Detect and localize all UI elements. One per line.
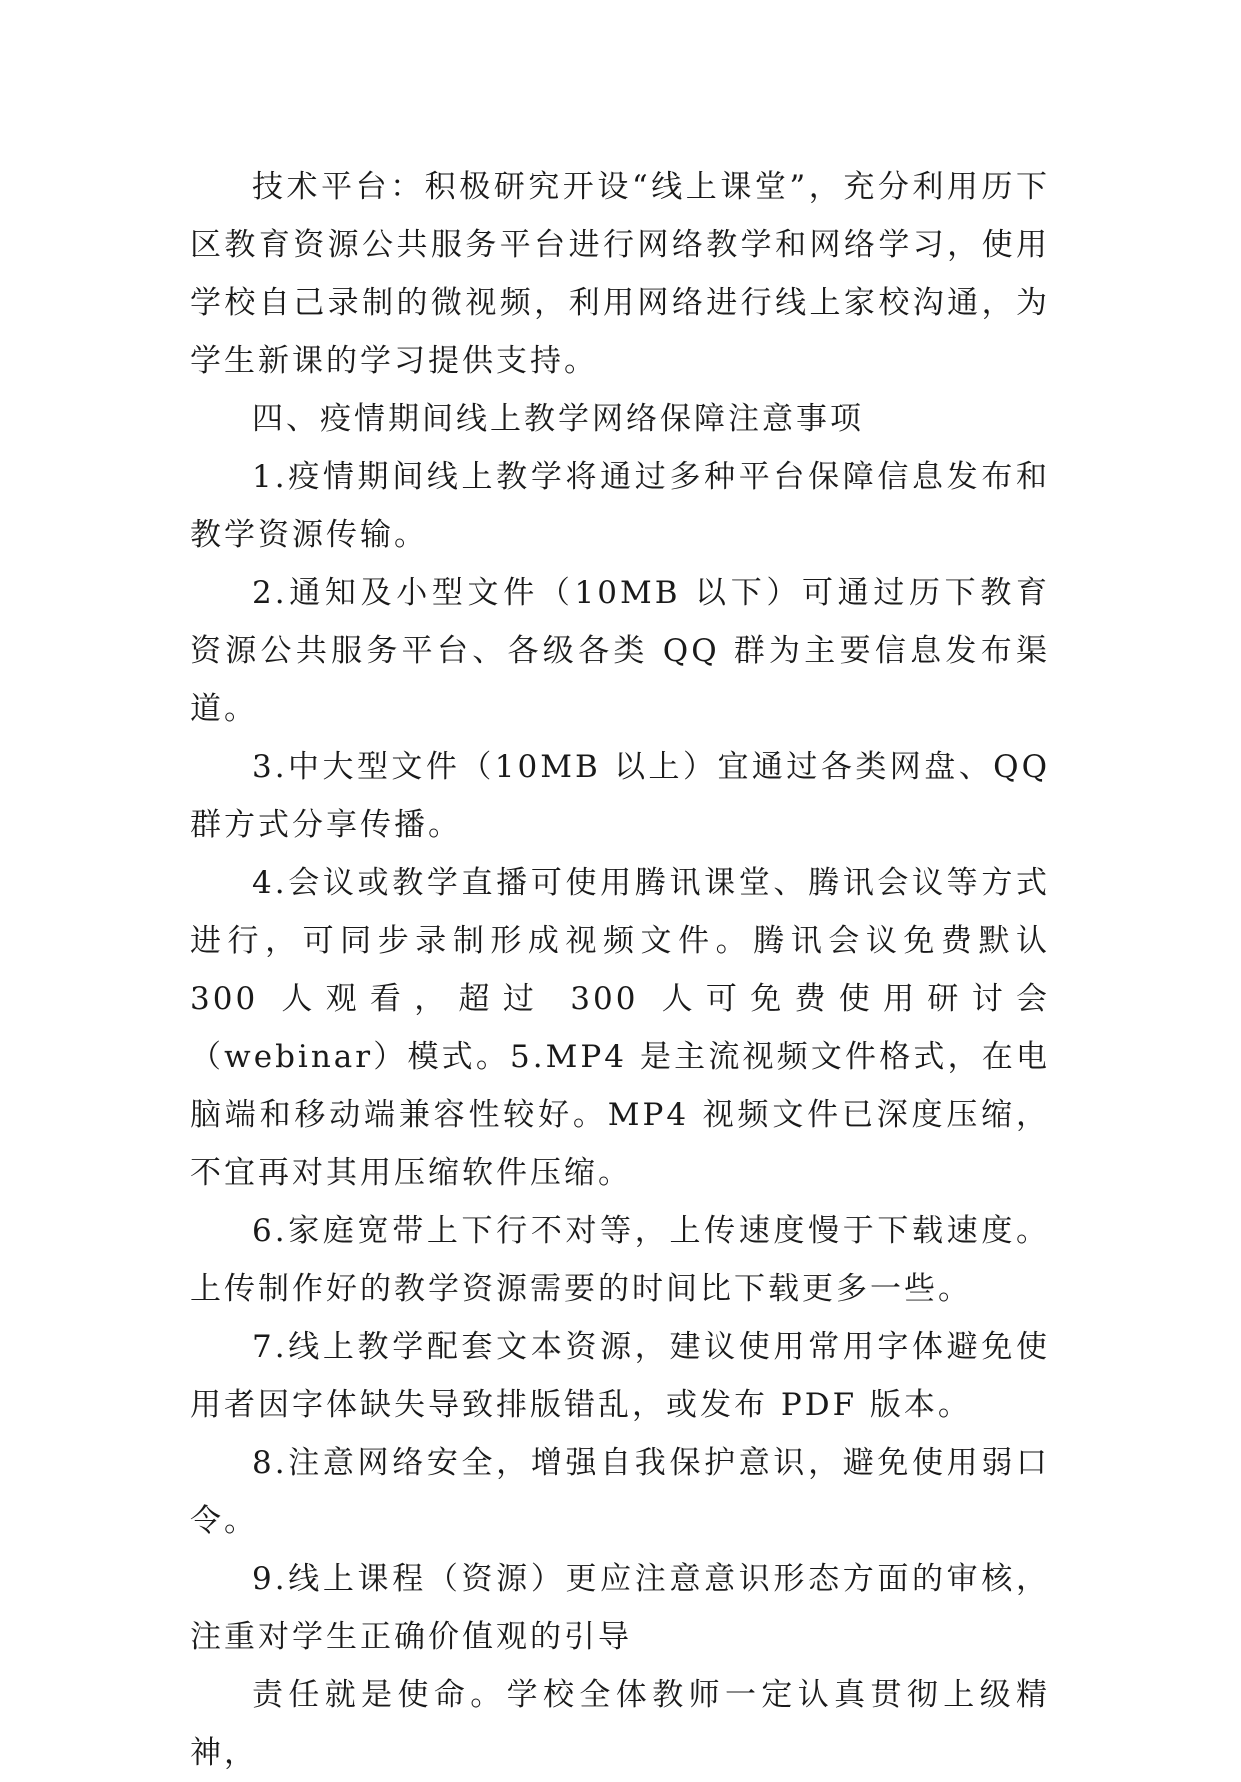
list-item-9: 9.线上课程（资源）更应注意意识形态方面的审核，注重对学生正确价值观的引导 (190, 1561, 1050, 1655)
paragraph-responsibility: 责任就是使命。学校全体教师一定认真贯彻上级精神， (190, 1677, 1050, 1771)
list-item-6: 6.家庭宽带上下行不对等，上传速度慢于下载速度。上传制作好的教学资源需要的时间比下载更多一些。 (190, 1213, 1050, 1307)
paragraph-technical-platform: 技术平台：积极研究开设“线上课堂”，充分利用历下区教育资源公共服务平台进行网络教学和网络学习，使用学校自己录制的微视频，利用网络进行线上家校沟通，为学生新课的学习提供支持。 (190, 169, 1050, 379)
list-item-4-5: 4.会议或教学直播可使用腾讯课堂、腾讯会议等方式进行，可同步录制形成视频文件。腾讯会议免费默认 300 人观看，超过 300 人可免费使用研讨会（webinar）模式。5.MP4 是主流视频文件格式，在电脑端和移动端兼容性较好。MP4 视频文件已深度压缩，不宜再对其用压缩软件压缩。 (190, 865, 1050, 1191)
list-item-3: 3.中大型文件（10MB 以上）宜通过各类网盘、QQ 群方式分享传播。 (190, 749, 1050, 843)
list-item-7: 7.线上教学配套文本资源，建议使用常用字体避免使用者因字体缺失导致排版错乱，或发布 PDF 版本。 (190, 1329, 1050, 1423)
section-heading-network-notes: 四、疫情期间线上教学网络保障注意事项 (252, 401, 864, 437)
list-item-8: 8.注意网络安全，增强自我保护意识，避免使用弱口令。 (190, 1445, 1050, 1539)
list-item-1: 1.疫情期间线上教学将通过多种平台保障信息发布和教学资源传输。 (190, 459, 1050, 553)
document-body (190, 158, 1050, 1782)
list-item-2: 2.通知及小型文件（10MB 以下）可通过历下教育资源公共服务平台、各级各类 QQ 群为主要信息发布渠道。 (190, 575, 1050, 727)
